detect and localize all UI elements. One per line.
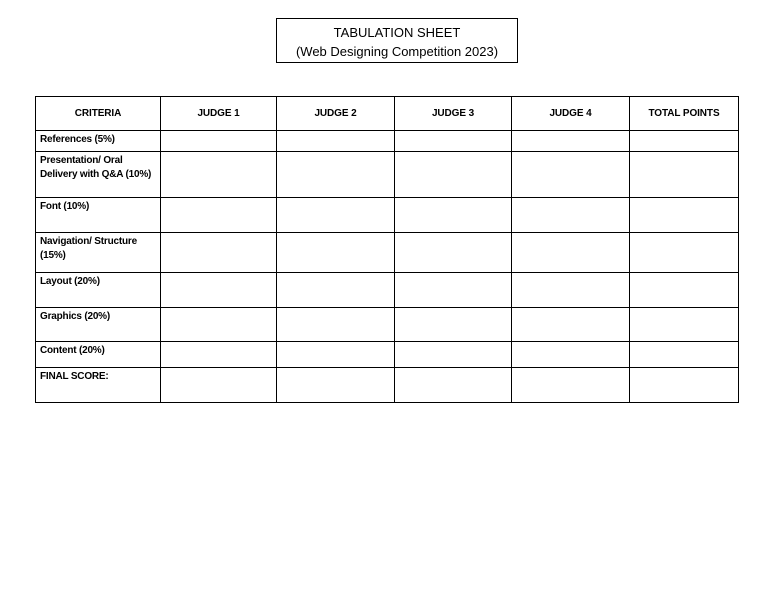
criteria-cell: Navigation/ Structure (15%) (36, 233, 161, 273)
total-cell (630, 152, 739, 198)
total-cell (630, 233, 739, 273)
score-cell (161, 273, 277, 308)
score-cell (512, 152, 630, 198)
header-criteria: CRITERIA (36, 97, 161, 131)
table-row (36, 342, 739, 368)
score-cell (161, 342, 277, 368)
score-cell (395, 368, 512, 403)
sheet-subtitle: (Web Designing Competition 2023) (295, 44, 499, 59)
criteria-cell: Graphics (20%) (36, 308, 161, 342)
score-cell (277, 368, 395, 403)
score-cell (161, 152, 277, 198)
score-cell (161, 233, 277, 273)
score-cell (161, 308, 277, 342)
score-cell (395, 233, 512, 273)
score-cell (277, 233, 395, 273)
total-cell (630, 131, 739, 152)
total-cell (630, 273, 739, 308)
total-cell (630, 368, 739, 403)
score-cell (395, 308, 512, 342)
score-cell (277, 308, 395, 342)
score-cell (277, 131, 395, 152)
table-row (36, 131, 739, 152)
table-row (36, 273, 739, 308)
score-cell (512, 368, 630, 403)
header-total-points: TOTAL POINTS (630, 97, 739, 131)
final-score-label: FINAL SCORE: (36, 368, 161, 403)
total-cell (630, 198, 739, 233)
criteria-cell: Presentation/ Oral Delivery with Q&A (10%) (36, 152, 161, 198)
score-cell (395, 152, 512, 198)
score-cell (512, 273, 630, 308)
score-cell (395, 198, 512, 233)
score-cell (395, 273, 512, 308)
score-cell (161, 198, 277, 233)
score-cell (512, 198, 630, 233)
score-cell (161, 131, 277, 152)
table-row (36, 308, 739, 342)
score-cell (512, 308, 630, 342)
table-row (36, 198, 739, 233)
score-cell (395, 342, 512, 368)
criteria-cell: Content (20%) (36, 342, 161, 368)
total-cell (630, 342, 739, 368)
score-cell (395, 131, 512, 152)
score-cell (512, 233, 630, 273)
header-judge-1: JUDGE 1 (161, 97, 277, 131)
table-row (36, 152, 739, 198)
tabulation-table (35, 96, 739, 403)
criteria-cell: Layout (20%) (36, 273, 161, 308)
header-judge-2: JUDGE 2 (277, 97, 395, 131)
criteria-cell: References (5%) (36, 131, 161, 152)
score-cell (277, 152, 395, 198)
score-cell (277, 342, 395, 368)
header-judge-4: JUDGE 4 (512, 97, 630, 131)
score-cell (512, 131, 630, 152)
sheet-title: TABULATION SHEET (333, 25, 461, 40)
table-row (36, 233, 739, 273)
header-judge-3: JUDGE 3 (395, 97, 512, 131)
header-row (36, 97, 739, 131)
score-cell (512, 342, 630, 368)
criteria-cell: Font (10%) (36, 198, 161, 233)
total-cell (630, 308, 739, 342)
table-row (36, 368, 739, 403)
score-cell (277, 198, 395, 233)
score-cell (161, 368, 277, 403)
score-cell (277, 273, 395, 308)
title-box (276, 18, 518, 63)
